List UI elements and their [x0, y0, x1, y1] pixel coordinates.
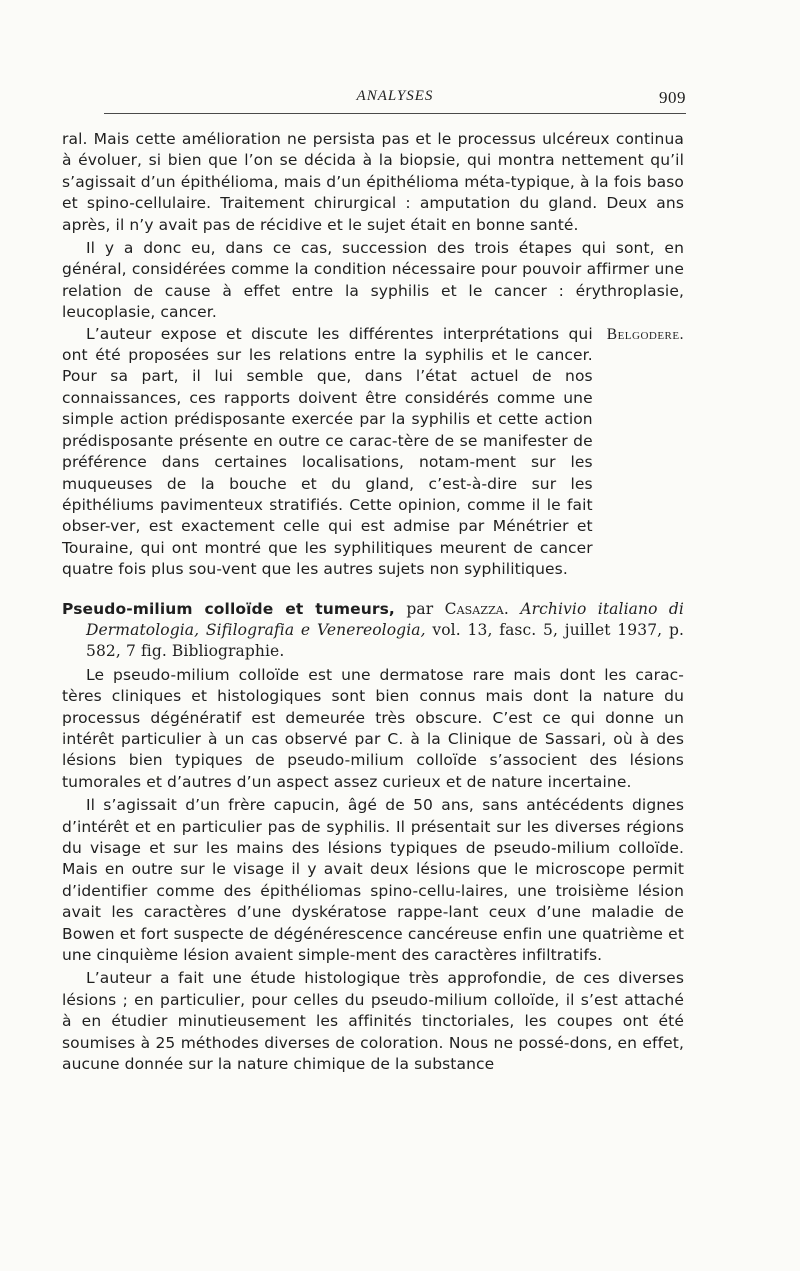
interpretation-paragraph: L’auteur expose et discute les différentes interprétations qui ont été proposées sur les relations entre la syphilis et le cancer. Pour sa part, il lui semble que, dans l’état actuel de nos connaissances, ces rapports doivent être considérés comme une simple action prédisposante exercée par la syphilis et cette action prédisposante présente en outre ce carac-tère de se manifester de préférence dans certaines localisations, notam-ment sur les muqueuses de la bouche et du gland, c’est-à-dire sur les épithéliums pavimenteux stratifiés. Cette opinion, comme il le fait obser-ver, est exactement celle qui est admise par Ménétrier et Touraine, qui ont montré que les syphilitiques meurent de cancer quatre fois plus sou-vent que les autres sujets non syphilitiques.	[62, 324, 593, 579]
article-author: Casazza.	[444, 599, 509, 618]
page-number: 909	[659, 88, 686, 107]
header-rule	[104, 113, 686, 114]
page-header	[104, 88, 686, 118]
syphilis-cancer-stages-paragraph: Il y a donc eu, dans ce cas, succession des trois étapes qui sont, en général, considérées comme la condition nécessaire pour pouvoir affirmer une relation de cause à effet entre la syphilis et le cancer : érythroplasie, leucoplasie, cancer.	[62, 239, 684, 322]
document-body	[62, 129, 684, 1075]
reviewer-signature: Belgodere.	[606, 325, 684, 343]
review-paragraph-2: Il s’agissait d’un frère capucin, âgé de 50 ans, sans antécédents dignes d’intérêt et en particulier pas de syphilis. Il présentait sur les diverses régions du visage et sur les mains des lésions typiques de pseudo-milium colloïde. Mais en outre sur le visage il y avait deux lésions que le microscope permit d’identifier comme des épithéliomas spino-cellu-laires, une troisième lésion avait les caractères d’une dyskératose rappe-lant ceux d’une maladie de Bowen et fort suspecte de dégénérescence cancéreuse enfin une quatrième et une cinquième lésion avaient simple-ment des caractères infiltratifs.	[62, 796, 684, 965]
journal-name: Archivio italiano di Dermatologia, Sifilografia e Venereologia,	[86, 599, 684, 639]
review-paragraph-1: Le pseudo-milium colloïde est une dermatose rare mais dont les carac-tères cliniques et histologiques sont bien connus mais dont la nature du processus dégénératif est demeurée très obscure. C’est ce qui donne un intérêt particulier à un cas observé par C. à la Clinique de Sassari, où à des lésions bien typiques de pseudo-milium colloïde s’associent des lésions tumorales et d’autres d’un aspect assez curieux et de nature incertaine.	[62, 665, 684, 791]
final-paragraph-with-signature	[62, 324, 684, 581]
citation-by: par	[406, 599, 434, 618]
review-paragraph-3: L’auteur a fait une étude histologique très approfondie, de ces diverses lésions ; en particulier, pour celles du pseudo-milium colloïde, il s’est attaché à en étudier minutieusement les affinités tinctoriales, les coupes ont été soumises à 25 méthodes diverses de coloration. Nous ne possé-dons, en effet, aucune donnée sur la nature chimique de la substance	[62, 969, 684, 1074]
article-title: Pseudo-milium colloïde et tumeurs,	[62, 599, 395, 618]
previous-article-continuation	[62, 129, 684, 581]
continued-paragraph: ral. Mais cette amélioration ne persista pas et le processus ulcéreux continua à évoluer, si bien que l’on se décida à la biopsie, qui montra nettement qu’il s’agissait d’un épithélioma, mais d’un épithélioma méta-typique, à la fois baso et spino-cellulaire. Traitement chirurgical : amputation du gland. Deux ans après, il n’y avait pas de récidive et le sujet était en bonne santé.	[62, 130, 684, 234]
running-title: ANALYSES	[356, 88, 434, 104]
figures-bibliography: 7 fig. Bibliographie.	[125, 642, 285, 661]
article-citation	[62, 599, 684, 663]
volume-info: vol. 13, fasc. 5, juillet 1937, p. 582,	[86, 620, 684, 661]
pseudo-milium-review	[62, 599, 684, 1076]
